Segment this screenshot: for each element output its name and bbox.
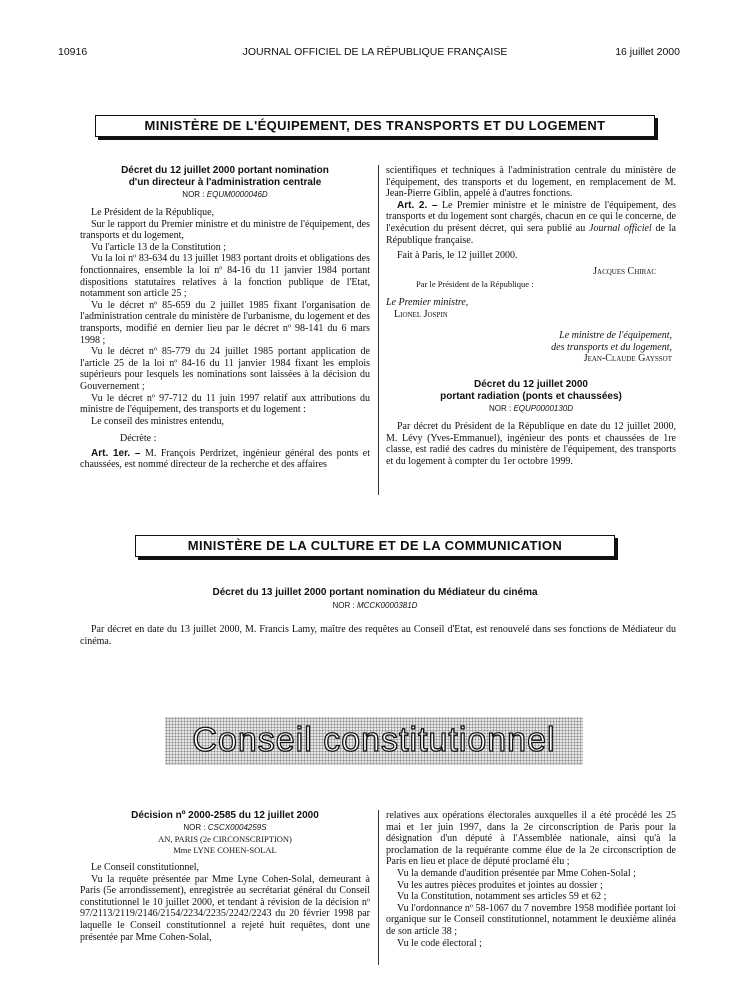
paragraph: Par décret en date du 13 juillet 2000, M. Francis Lamy, maître des requêtes au Conseil d'Etat, est renouvelé dans ses fonctions de Médiateur du cinéma.: [80, 624, 676, 647]
journal-officiel: Journal officiel: [589, 222, 652, 234]
decree-continuation: [386, 165, 676, 467]
decision-right-column: [386, 810, 676, 949]
decree-nomination-directeur: [80, 165, 370, 471]
paragraph: Vu le décret nº 85-659 du 2 juillet 1985 fixant l'organisation de l'administration centrale du ministère de l'urbanisme, du logement et des transports, modifié en dernier lieu par le décret nº 98-141 du 6 mars 1998 ;: [80, 299, 370, 346]
article-1: [80, 448, 370, 471]
paragraph: Le Président de la République,: [91, 207, 215, 218]
article-2-text: Le Premier ministre et le ministre de l'équipement, des transports et du logement sont chargés, chacun en ce qui le concerne, de l'exécution du présent décret, qui sera publié au: [386, 199, 676, 234]
decree-title-line1: Décret du 12 juillet 2000 portant nomination: [121, 165, 329, 176]
article-1-label: Art. 1er. –: [91, 447, 141, 459]
paragraph: Vu le décret nº 97-712 du 11 juin 1997 relatif aux attributions du ministre de l'équipement, des transports et du logement :: [80, 392, 370, 416]
decree-title: [80, 165, 370, 189]
paragraph: Vu la loi nº 83-634 du 13 juillet 1983 portant droits et obligations des fonctionnaires, ensemble la loi nº 84-16 du 11 janvier 1984 portant dispositions statutaires relatives à la fonction publique de l'Etat, notamment son article 25 ;: [80, 253, 370, 300]
article-2-label: Art. 2. –: [397, 199, 438, 211]
decree-radiation-title-line2: portant radiation (ponts et chaussées): [440, 390, 622, 402]
nor-reference: [386, 403, 676, 415]
minister-title-1: Le ministre de l'équipement,: [559, 330, 672, 342]
paragraph: Vu les autres pièces produites et jointes au dossier ;: [397, 879, 603, 891]
paragraph: Sur le rapport du Premier ministre et du ministre de l'équipement, des transports et du logement,: [80, 218, 370, 242]
nor-code: MCCK0000381D: [356, 601, 418, 610]
decision-title: Décision nº 2000-2585 du 12 juillet 2000: [131, 810, 319, 821]
by-president: Par le Président de la République :: [416, 279, 534, 290]
article-2: [386, 200, 676, 246]
journal-title: JOURNAL OFFICIEL DE LA RÉPUBLIQUE FRANÇAISE: [242, 46, 508, 58]
nor-label: NOR :: [182, 190, 205, 199]
decrete-label: Décrète :: [120, 433, 157, 445]
decree-title-line2: d'un directeur à l'administration centrale: [128, 177, 322, 188]
minister-title-2: des transports et du logement,: [551, 341, 672, 353]
nor-reference: [80, 600, 670, 612]
paragraph: Le Conseil constitutionnel,: [91, 862, 200, 873]
paragraph: Vu l'ordonnance nº 58-1067 du 7 novembre 1958 modifiée portant loi organique sur le Conseil constitutionnel, notamment le deuxième alinéa de son article 38 ;: [386, 902, 676, 937]
article-1-text-continued: scientifiques et techniques à l'administration centrale du ministère de l'équipement, des transports et du logement, en remplacement de M. Jean-Pierre Giblin, appelé à d'autres fonctions.: [386, 165, 676, 200]
page-number: 10916: [58, 46, 88, 58]
column-divider: [378, 165, 379, 495]
article-1-text-start: M. François Perdrizet, ingénieur général des ponts et chaussées, est nommé directeur de la recherche et des affaires: [80, 447, 371, 471]
nor-code: EQUP0000130D: [513, 403, 574, 413]
pm-title: Le Premier ministre,: [386, 296, 469, 308]
paragraph: Vu le décret nº 85-779 du 24 juillet 1985 portant application de l'article 25 de la loi nº 84-16 du 11 janvier 1984 fixant les emplois supérieurs pour lesquels les nominations sont laissées à la décision du Gouvernement ;: [80, 346, 370, 392]
paragraph: Vu la Constitution, notamment ses articles 59 et 62 ;: [397, 891, 607, 903]
pm-name: Lionel Jospin: [394, 308, 448, 320]
nor-label: NOR :: [332, 601, 355, 610]
column-divider: [378, 810, 379, 965]
paragraph: Vu la demande d'audition présentée par Mme Cohen-Solal ;: [397, 867, 636, 879]
decision-subtitle-2: Mme LYNE COHEN-SOLAL: [173, 845, 277, 855]
decree-radiation-title: [386, 379, 676, 403]
decree-radiation-text: Par décret du Président de la République en date du 12 juillet 2000, M. Lévy (Yves-Emmanuel), ingénieur des ponts et chaussées de 1re classe, est radié des cadres du ministère de l'équipement, des transports et du logement à compter du 1er octobre 1999.: [386, 420, 676, 467]
nor-code: EQUM0000046D: [206, 190, 268, 199]
paragraph: Le conseil des ministres entendu,: [91, 415, 225, 427]
conseil-banner-title: Conseil constitutionnel: [192, 721, 556, 759]
nor-label: NOR :: [488, 403, 512, 413]
paragraph: Vu la requête présentée par Mme Lyne Cohen-Solal, demeurant à Paris (5e arrondissement), enregistrée au secrétariat général du Conseil constitutionnel le 10 juillet 2000, et tendant à révision de la décision nº 97/2113/2119/2146/2154/2234/2235/2242/2243 du 20 février 1998 par laquelle le Conseil constitutionnel a rejeté huit requêtes, dont une présentée par Mme Cohen-Solal,: [80, 873, 370, 943]
nor-label: NOR :: [183, 823, 206, 832]
nor-reference: [80, 189, 370, 201]
ministry-culture-heading: MINISTÈRE DE LA CULTURE ET DE LA COMMUNICATION: [135, 535, 615, 557]
done-at: Fait à Paris, le 12 juillet 2000.: [397, 250, 518, 262]
paragraph: relatives aux opérations électorales auxquelles il a été procédé les 25 mai et 1er juin 1997, dans la 2e circonscription de Paris pour la désignation d'un député à l'Assemblée nationale, ainsi qu'à la proclamation de la requérante comme élue de la 2e circonscription de Paris en lieu et place de député proclamé élu ;: [386, 810, 676, 868]
article-2-text-end: de la République française.: [386, 222, 676, 246]
issue-date: 16 juillet 2000: [615, 46, 680, 58]
nor-reference: [80, 822, 370, 834]
decision-subtitle-1: AN, PARIS (2e CIRCONSCRIPTION): [158, 834, 292, 844]
nor-code: CSCX0004259S: [207, 823, 267, 832]
ministry-equipement-heading: MINISTÈRE DE L'ÉQUIPEMENT, DES TRANSPORTS ET DU LOGEMENT: [95, 115, 655, 137]
paragraph: Vu le code électoral ;: [397, 937, 482, 949]
decree-mediateur-text: [80, 624, 676, 647]
signer-president: Jacques Chirac: [593, 265, 656, 277]
decree-mediateur-title: Décret du 13 juillet 2000 portant nomination du Médiateur du cinéma: [212, 587, 538, 598]
paragraph: Vu l'article 13 de la Constitution ;: [91, 241, 227, 253]
decision-left-column: [80, 810, 370, 943]
decree-radiation-title-line1: Décret du 12 juillet 2000: [474, 378, 588, 390]
minister-name: Jean-Claude Gayssot: [583, 353, 672, 365]
